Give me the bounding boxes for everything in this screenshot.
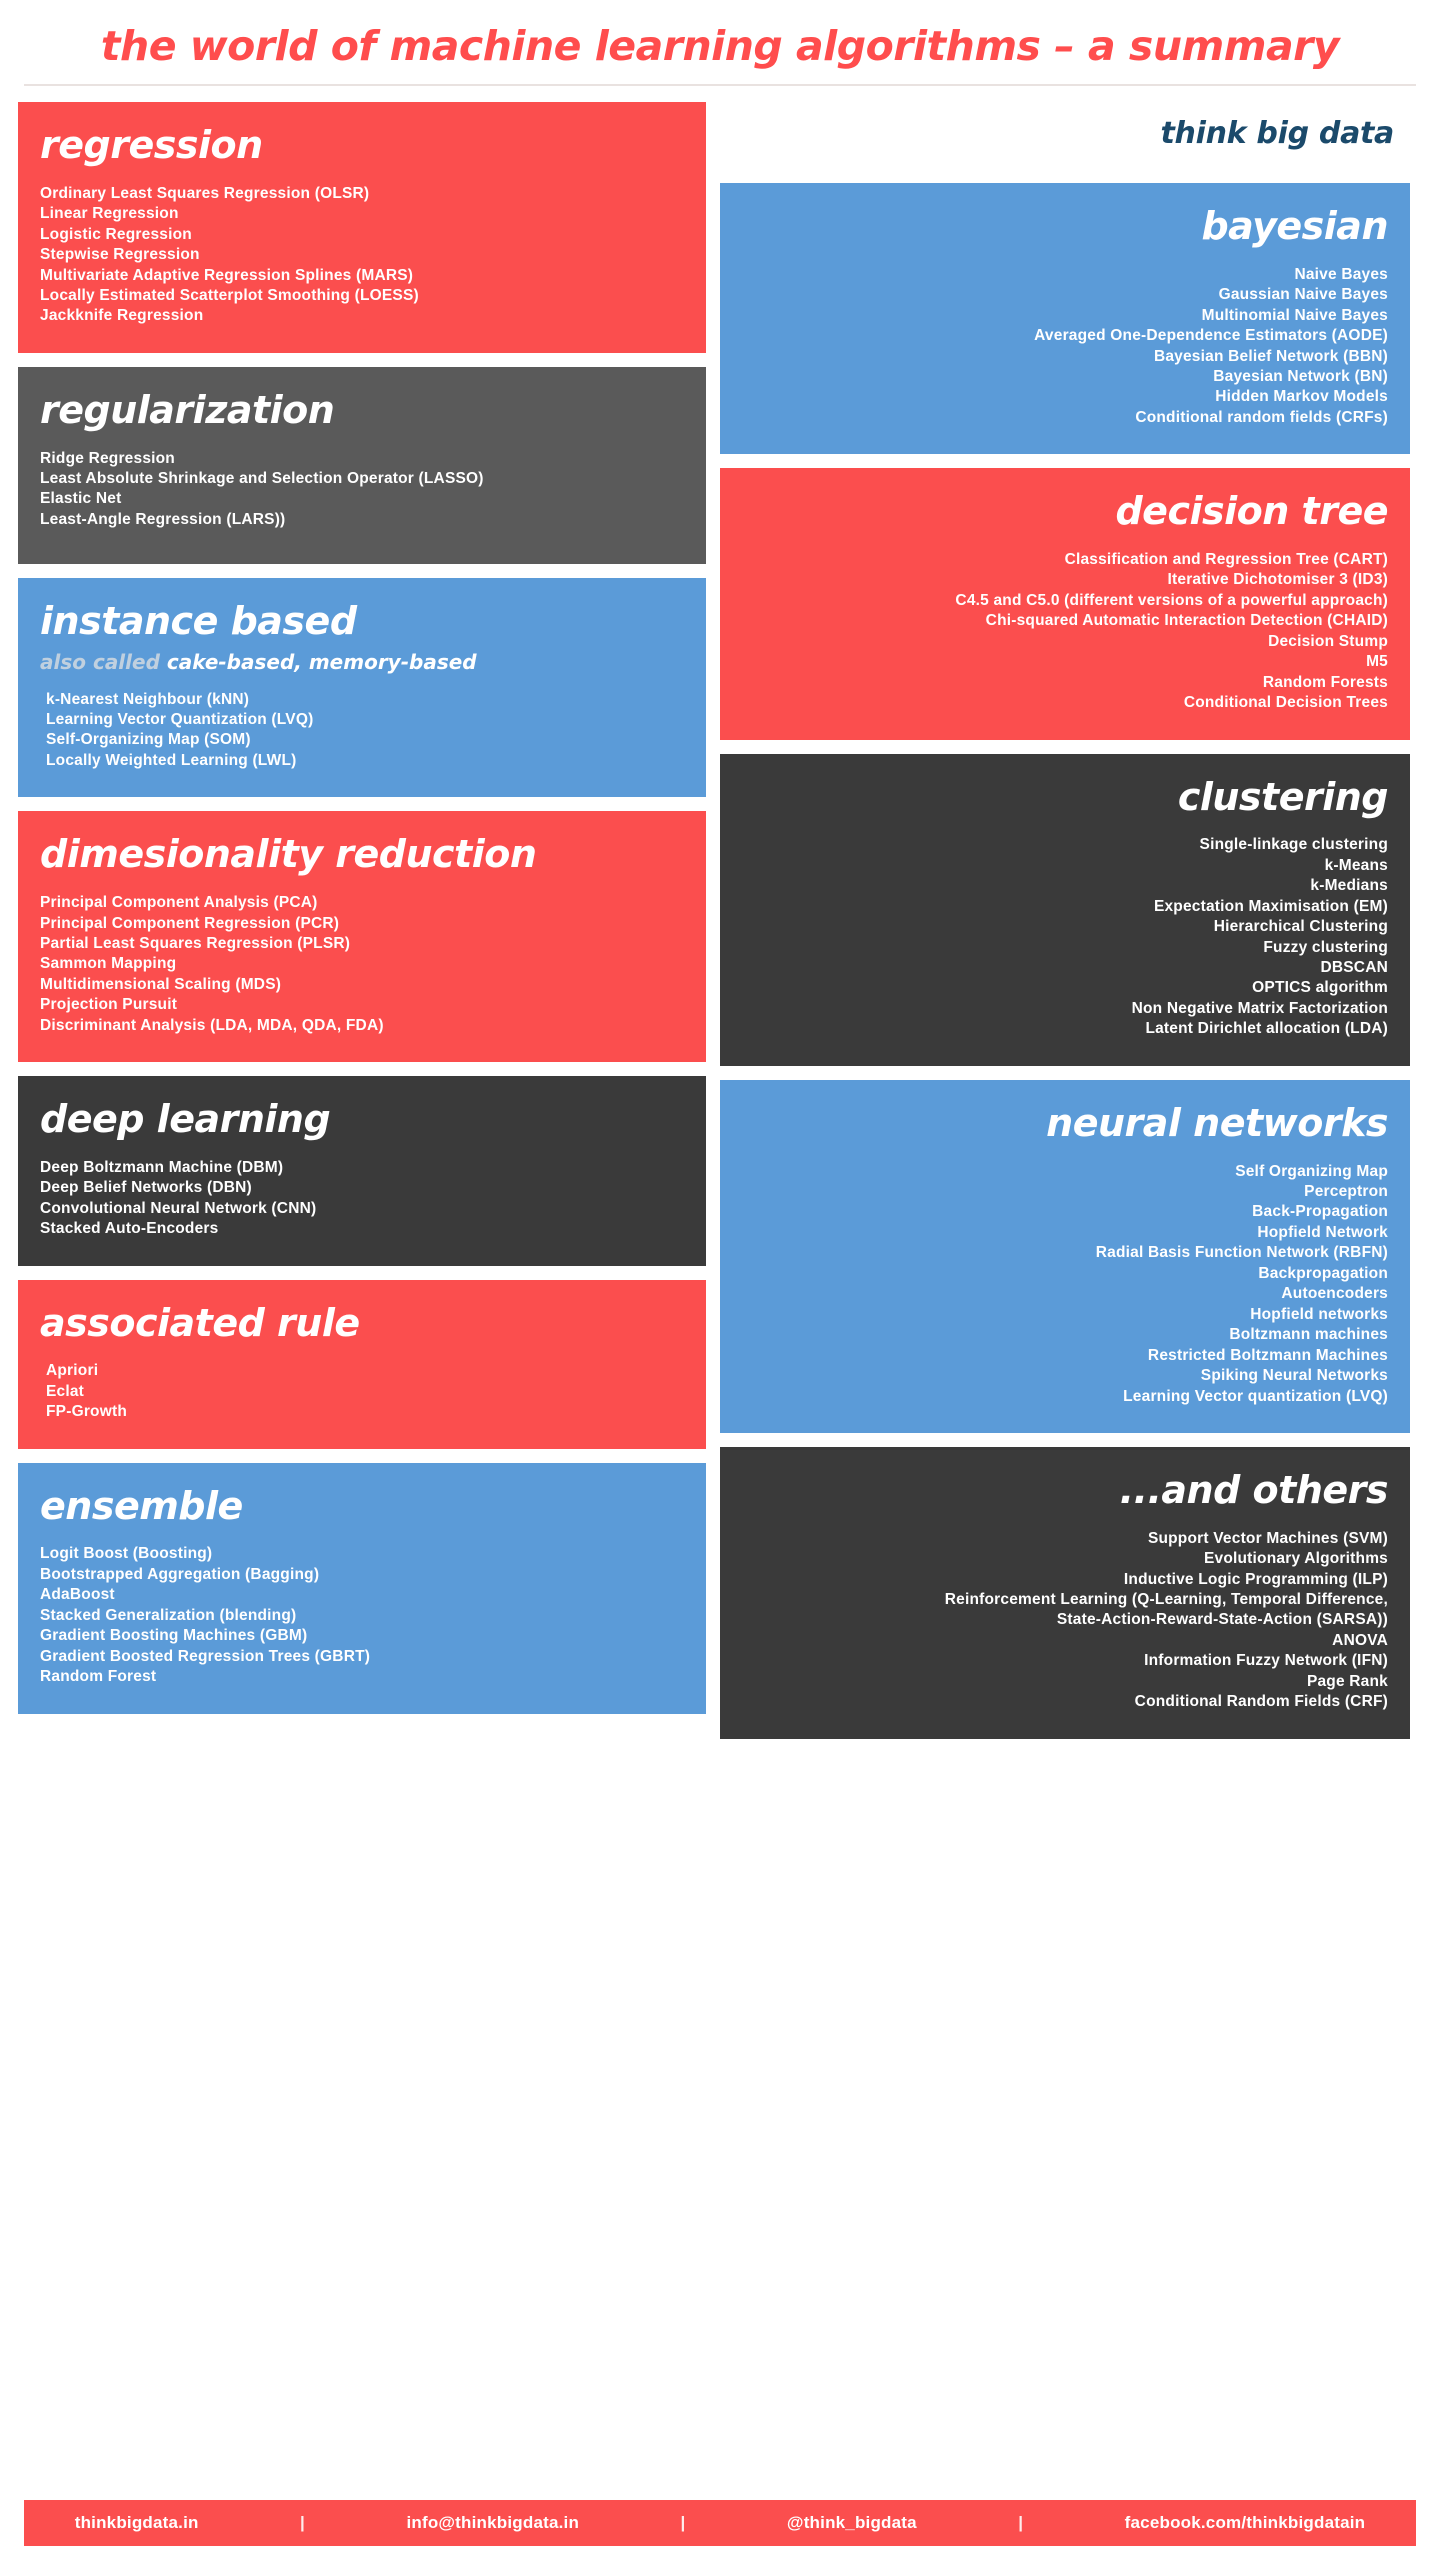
list-item: Autoencoders	[1281, 1285, 1388, 1303]
list-item: Random Forests	[1262, 673, 1388, 691]
footer-separator: |	[680, 2513, 686, 2532]
card-title-neural-networks: neural networks	[1046, 1100, 1388, 1145]
list-item: Boltzmann machines	[1229, 1326, 1388, 1344]
list-item: M5	[1366, 653, 1388, 671]
card-title-decision-tree: decision tree	[1115, 489, 1388, 534]
card-title-regularization: regularization	[40, 387, 335, 432]
list-item: Projection Pursuit	[40, 996, 178, 1014]
list-item: Self Organizing Map	[1235, 1162, 1388, 1180]
list-item: Deep Belief Networks (DBN)	[40, 1179, 252, 1197]
footer-website[interactable]: thinkbigdata.in	[74, 2513, 199, 2532]
list-item: Multivariate Adaptive Regression Splines (MARS)	[40, 266, 414, 284]
list-item: Logistic Regression	[40, 225, 192, 243]
list-item: k-Medians	[1310, 877, 1388, 895]
list-item: Latent Dirichlet allocation (LDA)	[1145, 1020, 1388, 1038]
list-item: Radial Basis Function Network (RBFN)	[1095, 1244, 1388, 1262]
list-item: Information Fuzzy Network (IFN)	[1144, 1652, 1388, 1670]
list-item: Backpropagation	[1258, 1264, 1388, 1282]
list-item: Linear Regression	[40, 205, 179, 223]
card-subtitle-text: cake-based, memory-based	[166, 649, 477, 674]
list-item: Hopfield Network	[1257, 1223, 1388, 1241]
list-item: Hidden Markov Models	[1215, 388, 1388, 406]
list-item: Decision Stump	[1268, 632, 1388, 650]
list-item: Ridge Regression	[40, 449, 175, 467]
list-item: Least Absolute Shrinkage and Selection Operator (LASSO)	[40, 470, 484, 487]
list-item: Sammon Mapping	[40, 955, 177, 973]
card-deep-learning	[18, 1076, 706, 1266]
list-item: Hopfield networks	[1250, 1305, 1388, 1323]
page-footer	[24, 2500, 1416, 2546]
list-item: Principal Component Regression (PCR)	[40, 914, 340, 932]
list-item: Ordinary Least Squares Regression (OLSR)	[40, 184, 370, 202]
footer-twitter[interactable]: @think_bigdata	[786, 2513, 917, 2532]
list-item: Hierarchical Clustering	[1213, 918, 1388, 936]
list-item: Bayesian Network (BN)	[1213, 367, 1388, 385]
card-title-associated-rule: associated rule	[40, 1300, 360, 1345]
list-item: Partial Least Squares Regression (PLSR)	[40, 934, 351, 952]
footer-email[interactable]: info@thinkbigdata.in	[406, 2513, 580, 2532]
right-column	[720, 102, 1410, 1739]
list-item: AdaBoost	[40, 1586, 115, 1604]
list-item: Conditional Decision Trees	[1183, 694, 1388, 712]
list-item: Expectation Maximisation (EM)	[1153, 897, 1388, 915]
list-item: Stacked Generalization (blending)	[40, 1606, 297, 1624]
list-item: Conditional Random Fields (CRF)	[1134, 1693, 1388, 1711]
list-item: ANOVA	[1332, 1631, 1388, 1649]
list-item: k-Nearest Neighbour (kNN)	[46, 690, 250, 708]
card-list-regularization	[40, 449, 684, 531]
card-list-associated-rule	[40, 1361, 684, 1422]
card-title-and-others: ...and others	[1119, 1467, 1388, 1512]
list-item: Random Forest	[40, 1668, 157, 1686]
list-item: Back-Propagation	[1252, 1203, 1388, 1221]
card-bayesian	[720, 183, 1410, 454]
list-item: Gradient Boosting Machines (GBM)	[40, 1627, 308, 1645]
card-subtitle-prefix: also called	[40, 649, 160, 674]
list-item: C4.5 and C5.0 (different versions of a powerful approach)	[955, 591, 1388, 609]
list-item: Eclat	[46, 1382, 85, 1400]
list-item: Fuzzy clustering	[1263, 938, 1388, 956]
card-list-dimesionality-reduction	[40, 893, 684, 1036]
list-item: Locally Weighted Learning (LWL)	[46, 751, 297, 769]
list-item: Page Rank	[1306, 1672, 1388, 1690]
card-list-neural-networks	[742, 1162, 1388, 1407]
card-title-clustering: clustering	[1177, 774, 1388, 819]
list-item: Bayesian Belief Network (BBN)	[1153, 347, 1388, 365]
list-item: Bootstrapped Aggregation (Bagging)	[40, 1565, 320, 1583]
list-item: Averaged One-Dependence Estimators (AODE)	[1034, 327, 1388, 345]
page-header	[24, 22, 1416, 86]
card-clustering	[720, 754, 1410, 1066]
list-item: k-Means	[1324, 856, 1388, 874]
list-item: Classification and Regression Tree (CART)	[1064, 551, 1388, 568]
list-item: Logit Boost (Boosting)	[40, 1545, 213, 1563]
list-item: Reinforcement Learning (Q-Learning, Temporal Difference,	[944, 1591, 1388, 1609]
card-decision-tree	[720, 468, 1410, 739]
list-item: Apriori	[46, 1362, 99, 1380]
list-item: Locally Estimated Scatterplot Smoothing (LOESS)	[40, 286, 419, 304]
left-column	[18, 102, 706, 1714]
list-item: Spiking Neural Networks	[1200, 1367, 1388, 1385]
card-list-and-others	[742, 1529, 1388, 1713]
list-item: Restricted Boltzmann Machines	[1147, 1346, 1388, 1364]
card-list-clustering	[742, 835, 1388, 1040]
card-ensemble	[18, 1463, 706, 1714]
card-list-instance-based	[40, 690, 684, 772]
card-list-bayesian	[742, 265, 1388, 429]
list-item: Gaussian Naive Bayes	[1218, 286, 1388, 304]
list-item: Principal Component Analysis (PCA)	[40, 894, 318, 912]
list-item: Perceptron	[1304, 1182, 1388, 1200]
list-item: Jackknife Regression	[40, 307, 204, 325]
list-item: Stacked Auto-Encoders	[40, 1220, 219, 1238]
list-item: FP-Growth	[46, 1403, 128, 1421]
card-list-deep-learning	[40, 1158, 684, 1240]
list-item: Conditional random fields (CRFs)	[1135, 408, 1388, 426]
list-item: Elastic Net	[40, 490, 122, 508]
content-columns	[18, 102, 1422, 2486]
list-item: Chi-squared Automatic Interaction Detection (CHAID)	[985, 612, 1388, 630]
card-regularization	[18, 367, 706, 564]
card-list-ensemble	[40, 1544, 684, 1687]
list-item: Single-linkage clustering	[1199, 836, 1388, 854]
card-title-instance-based: instance based	[40, 598, 357, 643]
list-item: Stepwise Regression	[40, 246, 200, 264]
brand-tagline: think big data	[1160, 116, 1394, 151]
card-dimesionality-reduction	[18, 811, 706, 1062]
card-list-decision-tree	[742, 550, 1388, 714]
list-item: OPTICS algorithm	[1252, 979, 1388, 997]
list-item: Evolutionary Algorithms	[1203, 1550, 1388, 1568]
footer-facebook[interactable]: facebook.com/thinkbigdatain	[1124, 2513, 1366, 2532]
list-item: Least-Angle Regression (LARS))	[40, 510, 286, 528]
list-item: Naive Bayes	[1294, 265, 1388, 283]
page-title: the world of machine learning algorithms – a summary	[100, 22, 1340, 70]
list-item: Multinomial Naive Bayes	[1201, 306, 1388, 324]
card-title-ensemble: ensemble	[40, 1483, 243, 1528]
list-item: Self-Organizing Map (SOM)	[46, 731, 251, 749]
card-title-bayesian: bayesian	[1201, 204, 1388, 248]
footer-separator: |	[300, 2513, 306, 2532]
card-title-dimesionality-reduction: dimesionality reduction	[40, 832, 537, 877]
list-item: Convolutional Neural Network (CNN)	[40, 1199, 317, 1217]
list-item: State-Action-Reward-State-Action (SARSA))	[1056, 1611, 1388, 1629]
list-item: Non Negative Matrix Factorization	[1131, 999, 1388, 1017]
card-title-regression: regression	[40, 123, 263, 167]
card-instance-based	[18, 578, 706, 798]
list-item: Support Vector Machines (SVM)	[1147, 1529, 1388, 1547]
list-item: Iterative Dichotomiser 3 (ID3)	[1167, 571, 1388, 589]
card-associated-rule	[18, 1280, 706, 1449]
footer-separator: |	[1018, 2513, 1024, 2532]
card-and-others	[720, 1447, 1410, 1739]
list-item: Inductive Logic Programming (ILP)	[1123, 1570, 1388, 1588]
card-list-regression	[40, 184, 684, 327]
card-subtitle-instance-based	[40, 650, 684, 674]
card-title-deep-learning: deep learning	[40, 1097, 331, 1142]
card-regression	[18, 102, 706, 353]
list-item: Gradient Boosted Regression Trees (GBRT)	[40, 1647, 371, 1665]
list-item: Learning Vector Quantization (LVQ)	[46, 711, 314, 728]
card-neural-networks	[720, 1080, 1410, 1433]
list-item: Learning Vector quantization (LVQ)	[1123, 1387, 1388, 1405]
list-item: Deep Boltzmann Machine (DBM)	[40, 1158, 284, 1176]
list-item: Discriminant Analysis (LDA, MDA, QDA, FDA)	[40, 1016, 384, 1034]
list-item: Multidimensional Scaling (MDS)	[40, 975, 282, 993]
list-item: DBSCAN	[1320, 959, 1388, 977]
